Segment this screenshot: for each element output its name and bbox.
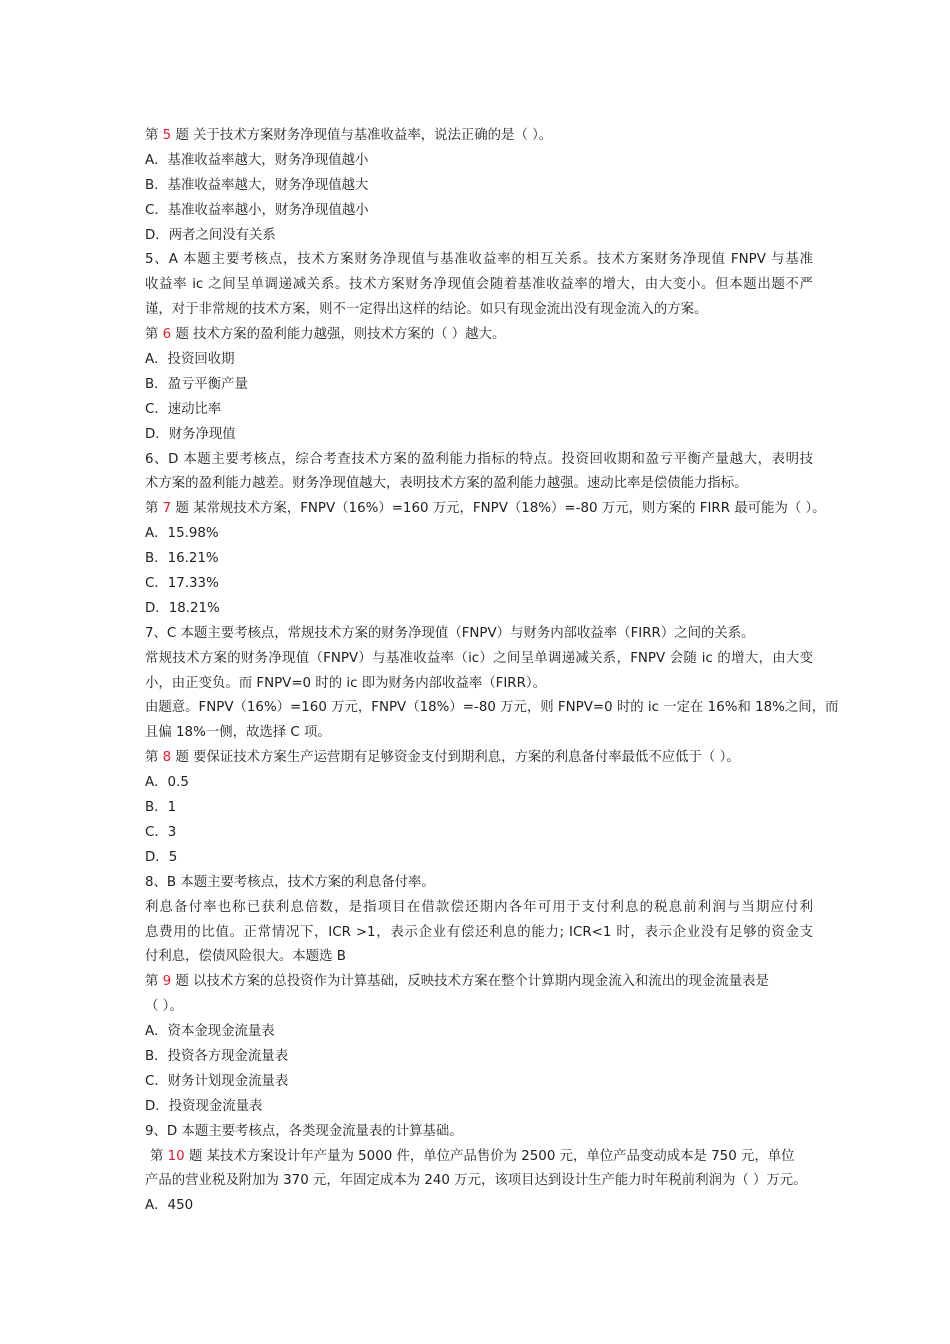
text-line: B．16.21% (145, 551, 219, 567)
question-prefix: 第 (145, 974, 163, 990)
text-line: A．投资回收期 (145, 352, 235, 368)
text-line: 术方案的盈利能力越差。财务净现值越大，表明技术方案的盈利能力越强。速动比率是偿债能力指标。 (145, 476, 748, 492)
text-line: D．财务净现值 (145, 426, 236, 442)
question-text: 题 关于技术方案财务净现值与基准收益率，说法正确的是（ ）。 (171, 128, 553, 143)
answer-text-line: 利息备付率也称已获利息倍数，是指项目在借款偿还期内各年可用于支付利息的税息前利润与当期应付利 (145, 899, 813, 915)
text-line: B．投资各方现金流量表 (145, 1048, 289, 1064)
question-prefix: 第 (145, 750, 163, 766)
text-line: 8、B 本题主要考核点，技术方案的利息备付率。 (145, 874, 435, 890)
text-line: A．0.5 (145, 775, 189, 791)
question-text: 题 某技术方案设计年产量为 5000 件，单位产品售价为 2500 元，单位产品变动成本是 750 元，单位 (184, 1148, 795, 1164)
document-body (145, 124, 839, 1219)
text-line: D．投资现金流量表 (145, 1098, 263, 1114)
text-line: A．基准收益率越大，财务净现值越小 (145, 152, 369, 168)
answer-text-line: 5、A 本题主要考核点，技术方案财务净现值与基准收益率的相互关系。技术方案财务净现值 FNPV 与基准 (145, 252, 813, 268)
text-line: 且偏 18%一侧，故选择 C 项。 (145, 725, 331, 741)
question-text: 题 要保证技术方案生产运营期有足够资金支付到期利息，方案的利息备付率最低不应低于（ ）。 (171, 750, 740, 766)
text-line: B．基准收益率越大，财务净现值越大 (145, 177, 369, 193)
question-heading (145, 323, 813, 348)
text-line: 7、C 本题主要考核点，常规技术方案的财务净现值（FNPV）与财务内部收益率（FIRR）之间的关系。 (145, 625, 755, 641)
answer-text-line: 6、D 本题主要考核点，综合考查技术方案的盈利能力指标的特点。投资回收期和盈亏平衡产量越大，表明技 (145, 451, 813, 467)
answer-text-line: 由题意。FNPV（16%）=160 万元，FNPV（18%）=-80 万元，则 FNPV=0 时的 ic 一定在 16%和 18%之间，而 (145, 700, 839, 716)
text-line: 产品的营业税及附加为 370 元，年固定成本为 240 万元，该项目达到设计生产能力时年税前利润为（ ）万元。 (145, 1173, 807, 1189)
question-number: 6 (162, 327, 172, 343)
answer-text-line: 息费用的比值。正常情况下，ICR >1，表示企业有偿还利息的能力; ICR<1 时，表示企业没有足够的资金支 (145, 924, 813, 940)
question-number: 7 (162, 501, 172, 517)
question-prefix: 第 (145, 501, 163, 517)
question-heading (145, 1145, 813, 1170)
text-line: B．盈亏平衡产量 (145, 376, 248, 392)
text-line: C．基准收益率越小，财务净现值越小 (145, 202, 369, 218)
question-text: 题 技术方案的盈利能力越强，则技术方案的（ ）越大。 (171, 327, 506, 343)
question-number: 8 (162, 750, 172, 766)
text-line: A．15.98% (145, 526, 219, 542)
answer-text-line: 收益率 ic 之间呈单调递减关系。技术方案财务净现值会随着基准收益率的增大，由大变小。但本题出题不严 (145, 277, 813, 293)
text-line: 付利息，偿债风险很大。本题选 B (145, 949, 346, 965)
text-line: 谨，对于非常规的技术方案，则不一定得出这样的结论。如只有现金流出没有现金流入的方案。 (145, 302, 708, 318)
question-text: 题 某常规技术方案，FNPV（16%）=160 万元，FNPV（18%）=-80 万元，则方案的 FIRR 最可能为（ ）。 (171, 501, 826, 517)
answer-text-line: 常规技术方案的财务净现值（FNPV）与基准收益率（ic）之间呈单调递减关系，FNPV 会随 ic 的增大，由大变 (145, 650, 813, 666)
text-line: （ ）。 (145, 999, 183, 1015)
text-line: A．450 (145, 1198, 194, 1214)
text-line: C．财务计划现金流量表 (145, 1073, 289, 1089)
text-line: C．速动比率 (145, 401, 222, 417)
question-prefix: 第 (150, 1148, 168, 1164)
question-text: 题 以技术方案的总投资作为计算基础，反映技术方案在整个计算期内现金流入和流出的现金流量表是 (171, 974, 769, 990)
question-number: 9 (162, 974, 172, 990)
text-line: C．3 (145, 824, 177, 840)
question-prefix: 第 (145, 327, 163, 343)
question-heading (145, 746, 813, 771)
text-line: C．17.33% (145, 576, 219, 592)
question-number: 5 (162, 128, 172, 143)
question-prefix: 第 (145, 128, 163, 143)
question-heading (145, 497, 826, 522)
question-heading (145, 970, 813, 995)
text-line: D．18.21% (145, 600, 220, 616)
text-line: A．资本金现金流量表 (145, 1024, 275, 1040)
text-line: D．两者之间没有关系 (145, 227, 276, 243)
text-line: 9、D 本题主要考核点，各类现金流量表的计算基础。 (145, 1123, 463, 1139)
text-line: 小，由正变负。而 FNPV=0 时的 ic 即为财务内部收益率（FIRR）。 (145, 675, 546, 691)
question-number: 10 (167, 1148, 185, 1164)
text-line: B．1 (145, 800, 177, 816)
text-line: D．5 (145, 849, 178, 865)
question-heading (145, 124, 813, 149)
